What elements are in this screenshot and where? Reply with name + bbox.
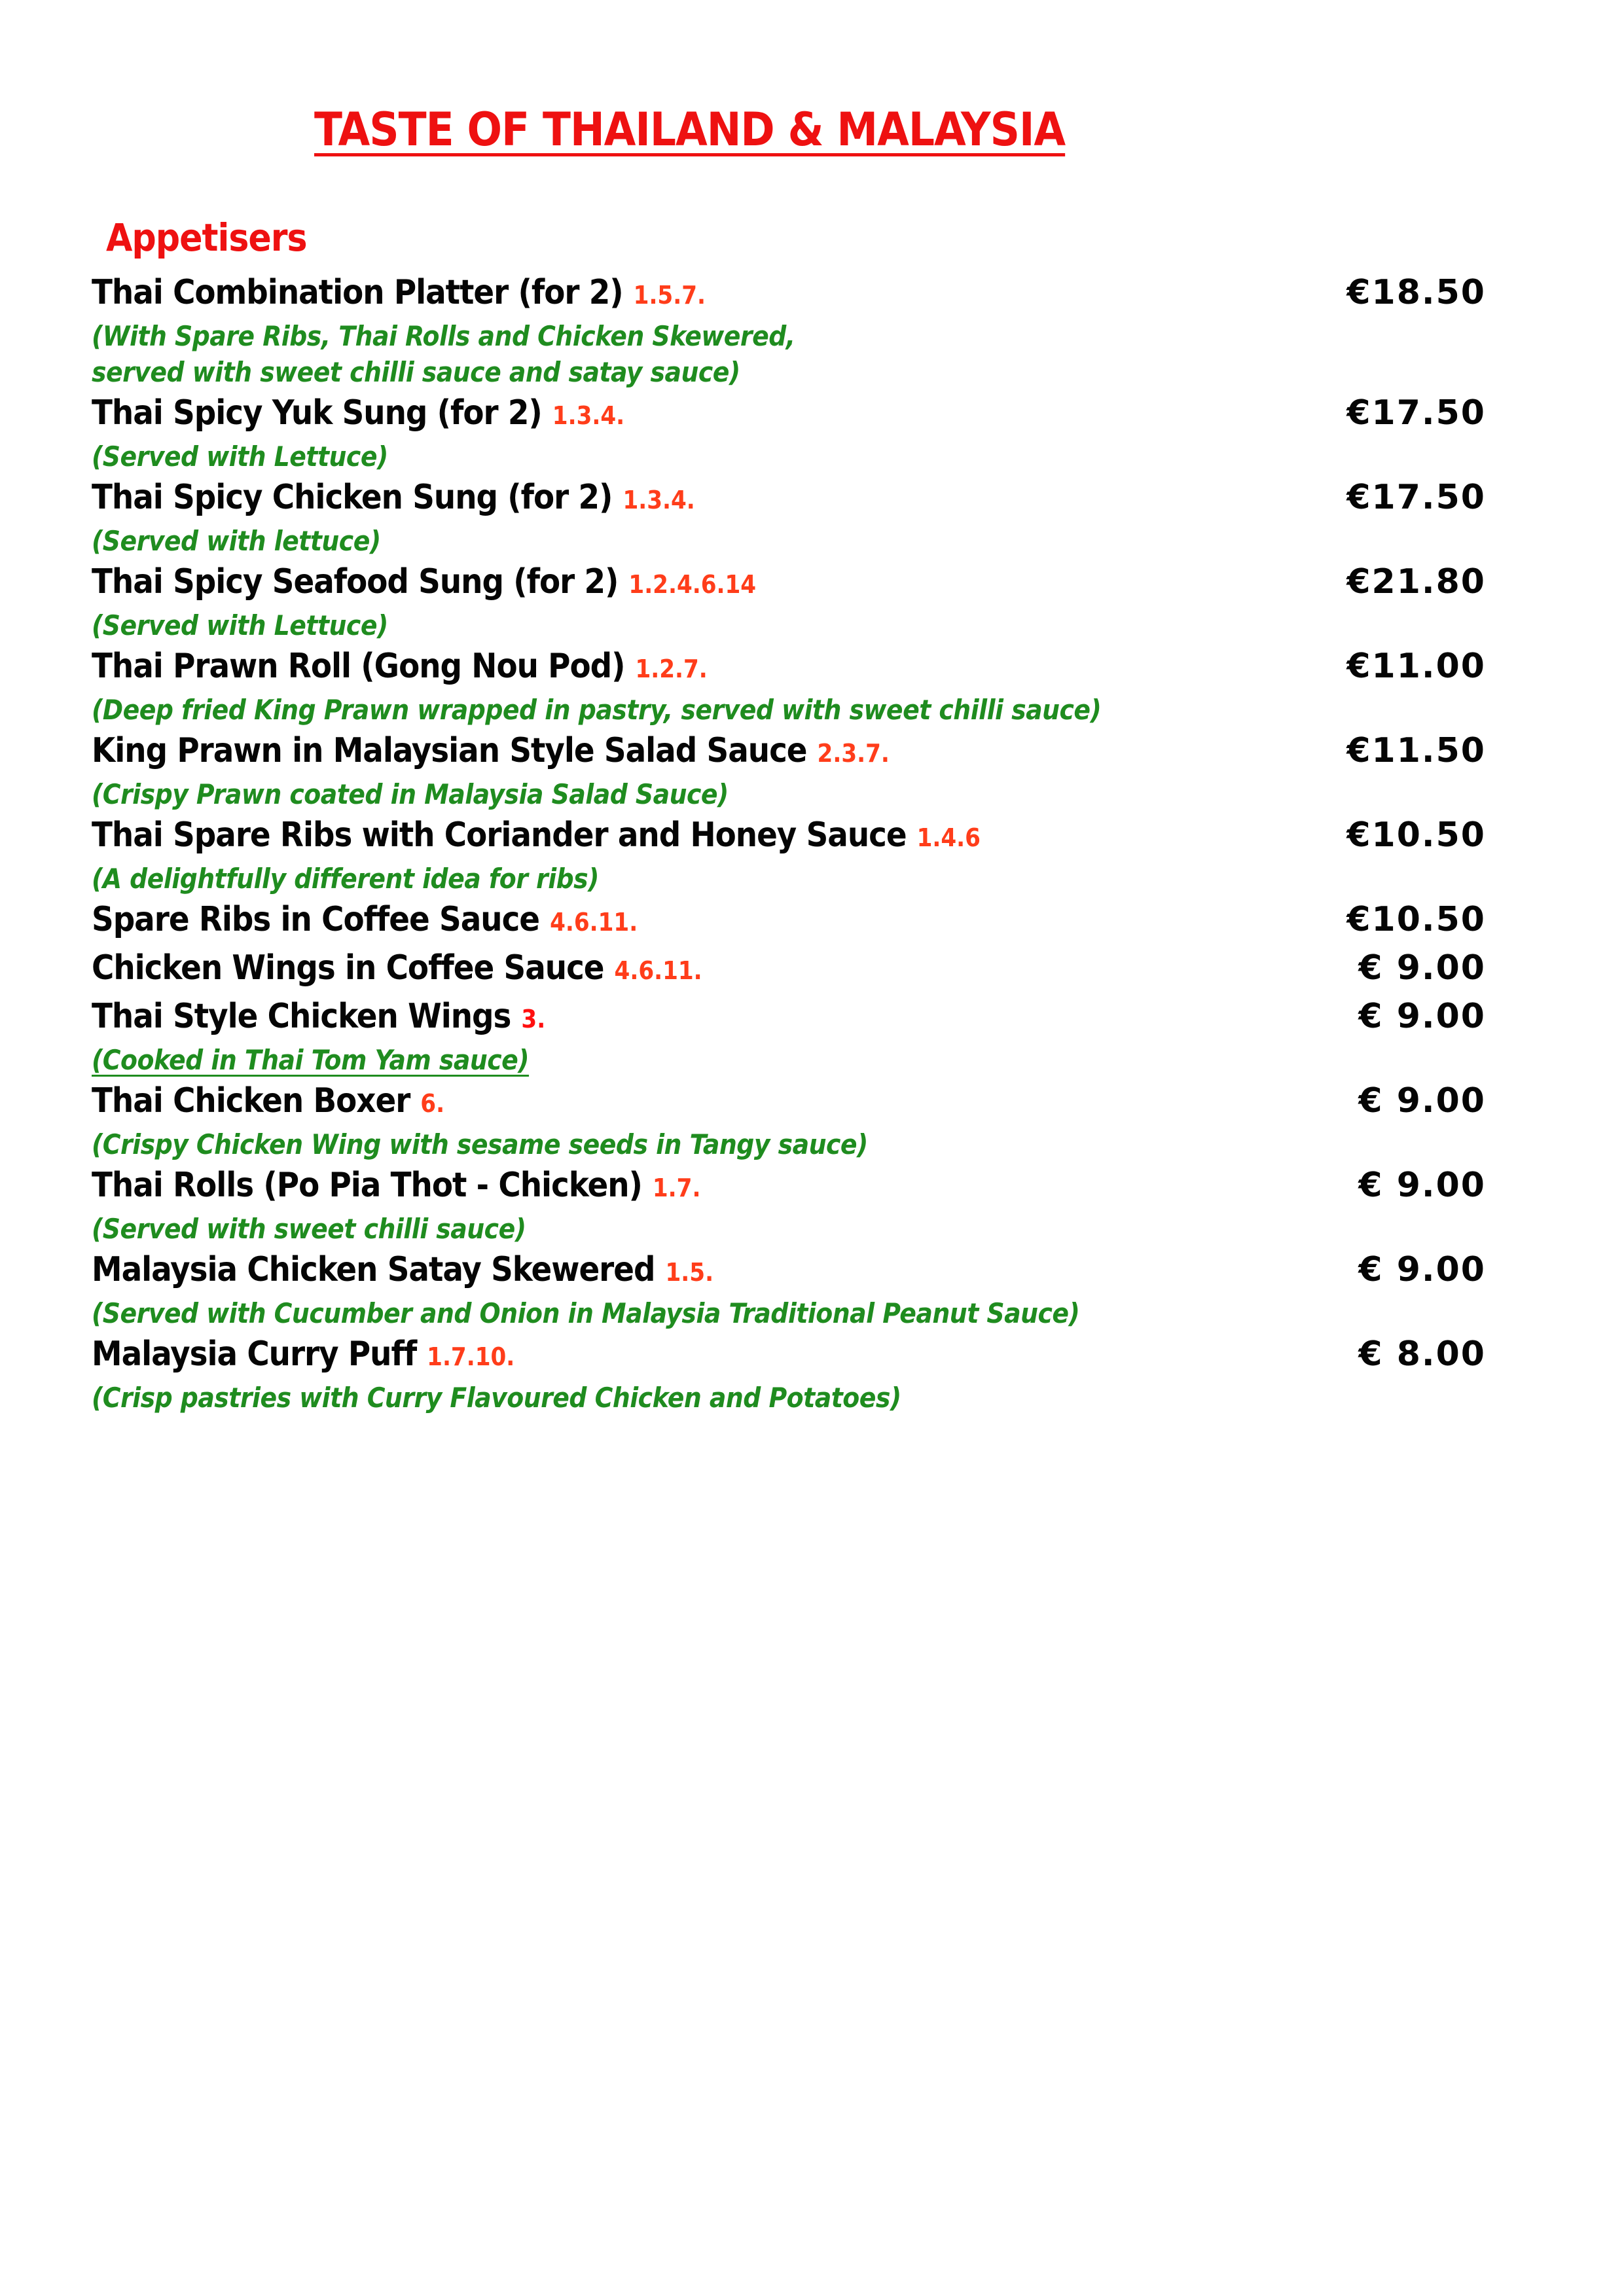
menu-item xyxy=(92,945,1486,994)
item-description-line: (Served with Lettuce) xyxy=(92,440,388,473)
item-price: €17.50 xyxy=(1346,393,1486,433)
menu-item xyxy=(92,994,1486,1078)
item-price: €21.80 xyxy=(1346,562,1486,601)
page-title: TASTE OF THAILAND & MALAYSIA xyxy=(314,103,1066,156)
item-allergen-numbers: 1.3.4. xyxy=(552,401,625,430)
menu-item-row xyxy=(92,559,1486,607)
item-price: € 9.00 xyxy=(1358,1250,1486,1289)
item-allergen-numbers: 1.5.7. xyxy=(633,281,706,310)
item-name: Thai Rolls (Po Pia Thot - Chicken) xyxy=(92,1166,642,1205)
menu-item-row xyxy=(92,728,1486,776)
menu-content xyxy=(92,105,1486,1416)
item-name: Thai Style Chicken Wings xyxy=(92,997,511,1036)
item-description-line: (With Spare Ribs, Thai Rolls and Chicken Skewered, xyxy=(92,320,795,352)
menu-item xyxy=(92,270,1486,390)
item-name: King Prawn in Malaysian Style Salad Sauce xyxy=(92,731,807,770)
item-name: Thai Spicy Chicken Sung (for 2) xyxy=(92,478,613,517)
menu-item-row xyxy=(92,1078,1486,1126)
item-allergen-numbers: 1.2.4.6.14 xyxy=(628,570,757,599)
menu-item xyxy=(92,1078,1486,1162)
menu-item-row xyxy=(92,643,1486,692)
item-allergen-numbers: 1.4.6 xyxy=(916,823,981,852)
menu-item xyxy=(92,390,1486,475)
item-allergen-numbers: 2.3.7. xyxy=(817,739,890,768)
item-allergen-numbers: 1.5. xyxy=(665,1258,714,1287)
menu-item xyxy=(92,728,1486,812)
menu-item-row xyxy=(92,1162,1486,1211)
menu-items-list xyxy=(92,270,1486,1416)
item-description-line: (A delightfully different idea for ribs) xyxy=(92,863,599,895)
item-allergen-numbers: 4.6.11. xyxy=(550,908,638,937)
item-name: Chicken Wings in Coffee Sauce xyxy=(92,948,604,988)
menu-item xyxy=(92,643,1486,728)
item-name: Thai Combination Platter (for 2) xyxy=(92,273,623,312)
item-name: Spare Ribs in Coffee Sauce xyxy=(92,900,540,939)
menu-item-row xyxy=(92,270,1486,318)
menu-item-row xyxy=(92,390,1486,439)
item-name: Thai Prawn Roll (Gong Nou Pod) xyxy=(92,647,625,686)
item-allergen-numbers: 1.3.4. xyxy=(623,486,695,514)
title-wrap xyxy=(92,105,1486,154)
item-price: €11.00 xyxy=(1346,647,1486,686)
item-description-line: (Deep fried King Prawn wrapped in pastry, served with sweet chilli sauce) xyxy=(92,694,1102,726)
menu-item xyxy=(92,1162,1486,1247)
menu-item-row xyxy=(92,812,1486,861)
item-allergen-numbers: 3. xyxy=(521,1005,546,1033)
item-name: Thai Chicken Boxer xyxy=(92,1081,410,1121)
item-price: €11.50 xyxy=(1346,731,1486,770)
item-allergen-numbers: 4.6.11. xyxy=(614,956,702,985)
item-allergen-numbers: 1.2.7. xyxy=(635,655,708,683)
menu-item-row xyxy=(92,1331,1486,1380)
item-price: €18.50 xyxy=(1346,273,1486,312)
item-price: €10.50 xyxy=(1346,900,1486,939)
item-allergen-numbers: 6. xyxy=(420,1089,445,1118)
item-price: € 9.00 xyxy=(1358,997,1486,1036)
menu-item xyxy=(92,812,1486,897)
item-price: €10.50 xyxy=(1346,816,1486,855)
item-description-line: (Served with Lettuce) xyxy=(92,609,388,641)
item-price: € 8.00 xyxy=(1358,1335,1486,1374)
menu-item-row xyxy=(92,1247,1486,1295)
item-description-line: (Crispy Prawn coated in Malaysia Salad Sauce) xyxy=(92,778,729,810)
item-description-line: (Cooked in Thai Tom Yam sauce) xyxy=(92,1044,530,1076)
menu-item xyxy=(92,1331,1486,1416)
item-description-line: (Crisp pastries with Curry Flavoured Chicken and Potatoes) xyxy=(92,1382,901,1414)
section-heading-appetisers: Appetisers xyxy=(106,215,307,260)
item-name: Thai Spare Ribs with Coriander and Honey Sauce xyxy=(92,816,907,855)
menu-item-row xyxy=(92,897,1486,945)
item-description-line: (Served with Cucumber and Onion in Malaysia Traditional Peanut Sauce) xyxy=(92,1297,1080,1329)
item-allergen-numbers: 1.7.10. xyxy=(427,1342,515,1371)
item-description-line: (Crispy Chicken Wing with sesame seeds in Tangy sauce) xyxy=(92,1128,868,1160)
item-allergen-numbers: 1.7. xyxy=(652,1174,701,1202)
item-name: Malaysia Curry Puff xyxy=(92,1335,417,1374)
menu-item xyxy=(92,897,1486,945)
item-name: Thai Spicy Yuk Sung (for 2) xyxy=(92,393,542,433)
menu-item xyxy=(92,559,1486,643)
item-name: Malaysia Chicken Satay Skewered xyxy=(92,1250,655,1289)
menu-item xyxy=(92,1247,1486,1331)
item-price: € 9.00 xyxy=(1358,1166,1486,1205)
item-description-line: (Served with lettuce) xyxy=(92,525,381,557)
item-description-line: served with sweet chilli sauce and satay sauce) xyxy=(92,356,740,388)
menu-item-row xyxy=(92,994,1486,1042)
menu-item-row xyxy=(92,945,1486,994)
menu-item-row xyxy=(92,475,1486,523)
item-name: Thai Spicy Seafood Sung (for 2) xyxy=(92,562,619,601)
item-price: € 9.00 xyxy=(1358,948,1486,988)
item-description-line: (Served with sweet chilli sauce) xyxy=(92,1213,526,1245)
item-price: €17.50 xyxy=(1346,478,1486,517)
menu-item xyxy=(92,475,1486,559)
item-price: € 9.00 xyxy=(1358,1081,1486,1121)
